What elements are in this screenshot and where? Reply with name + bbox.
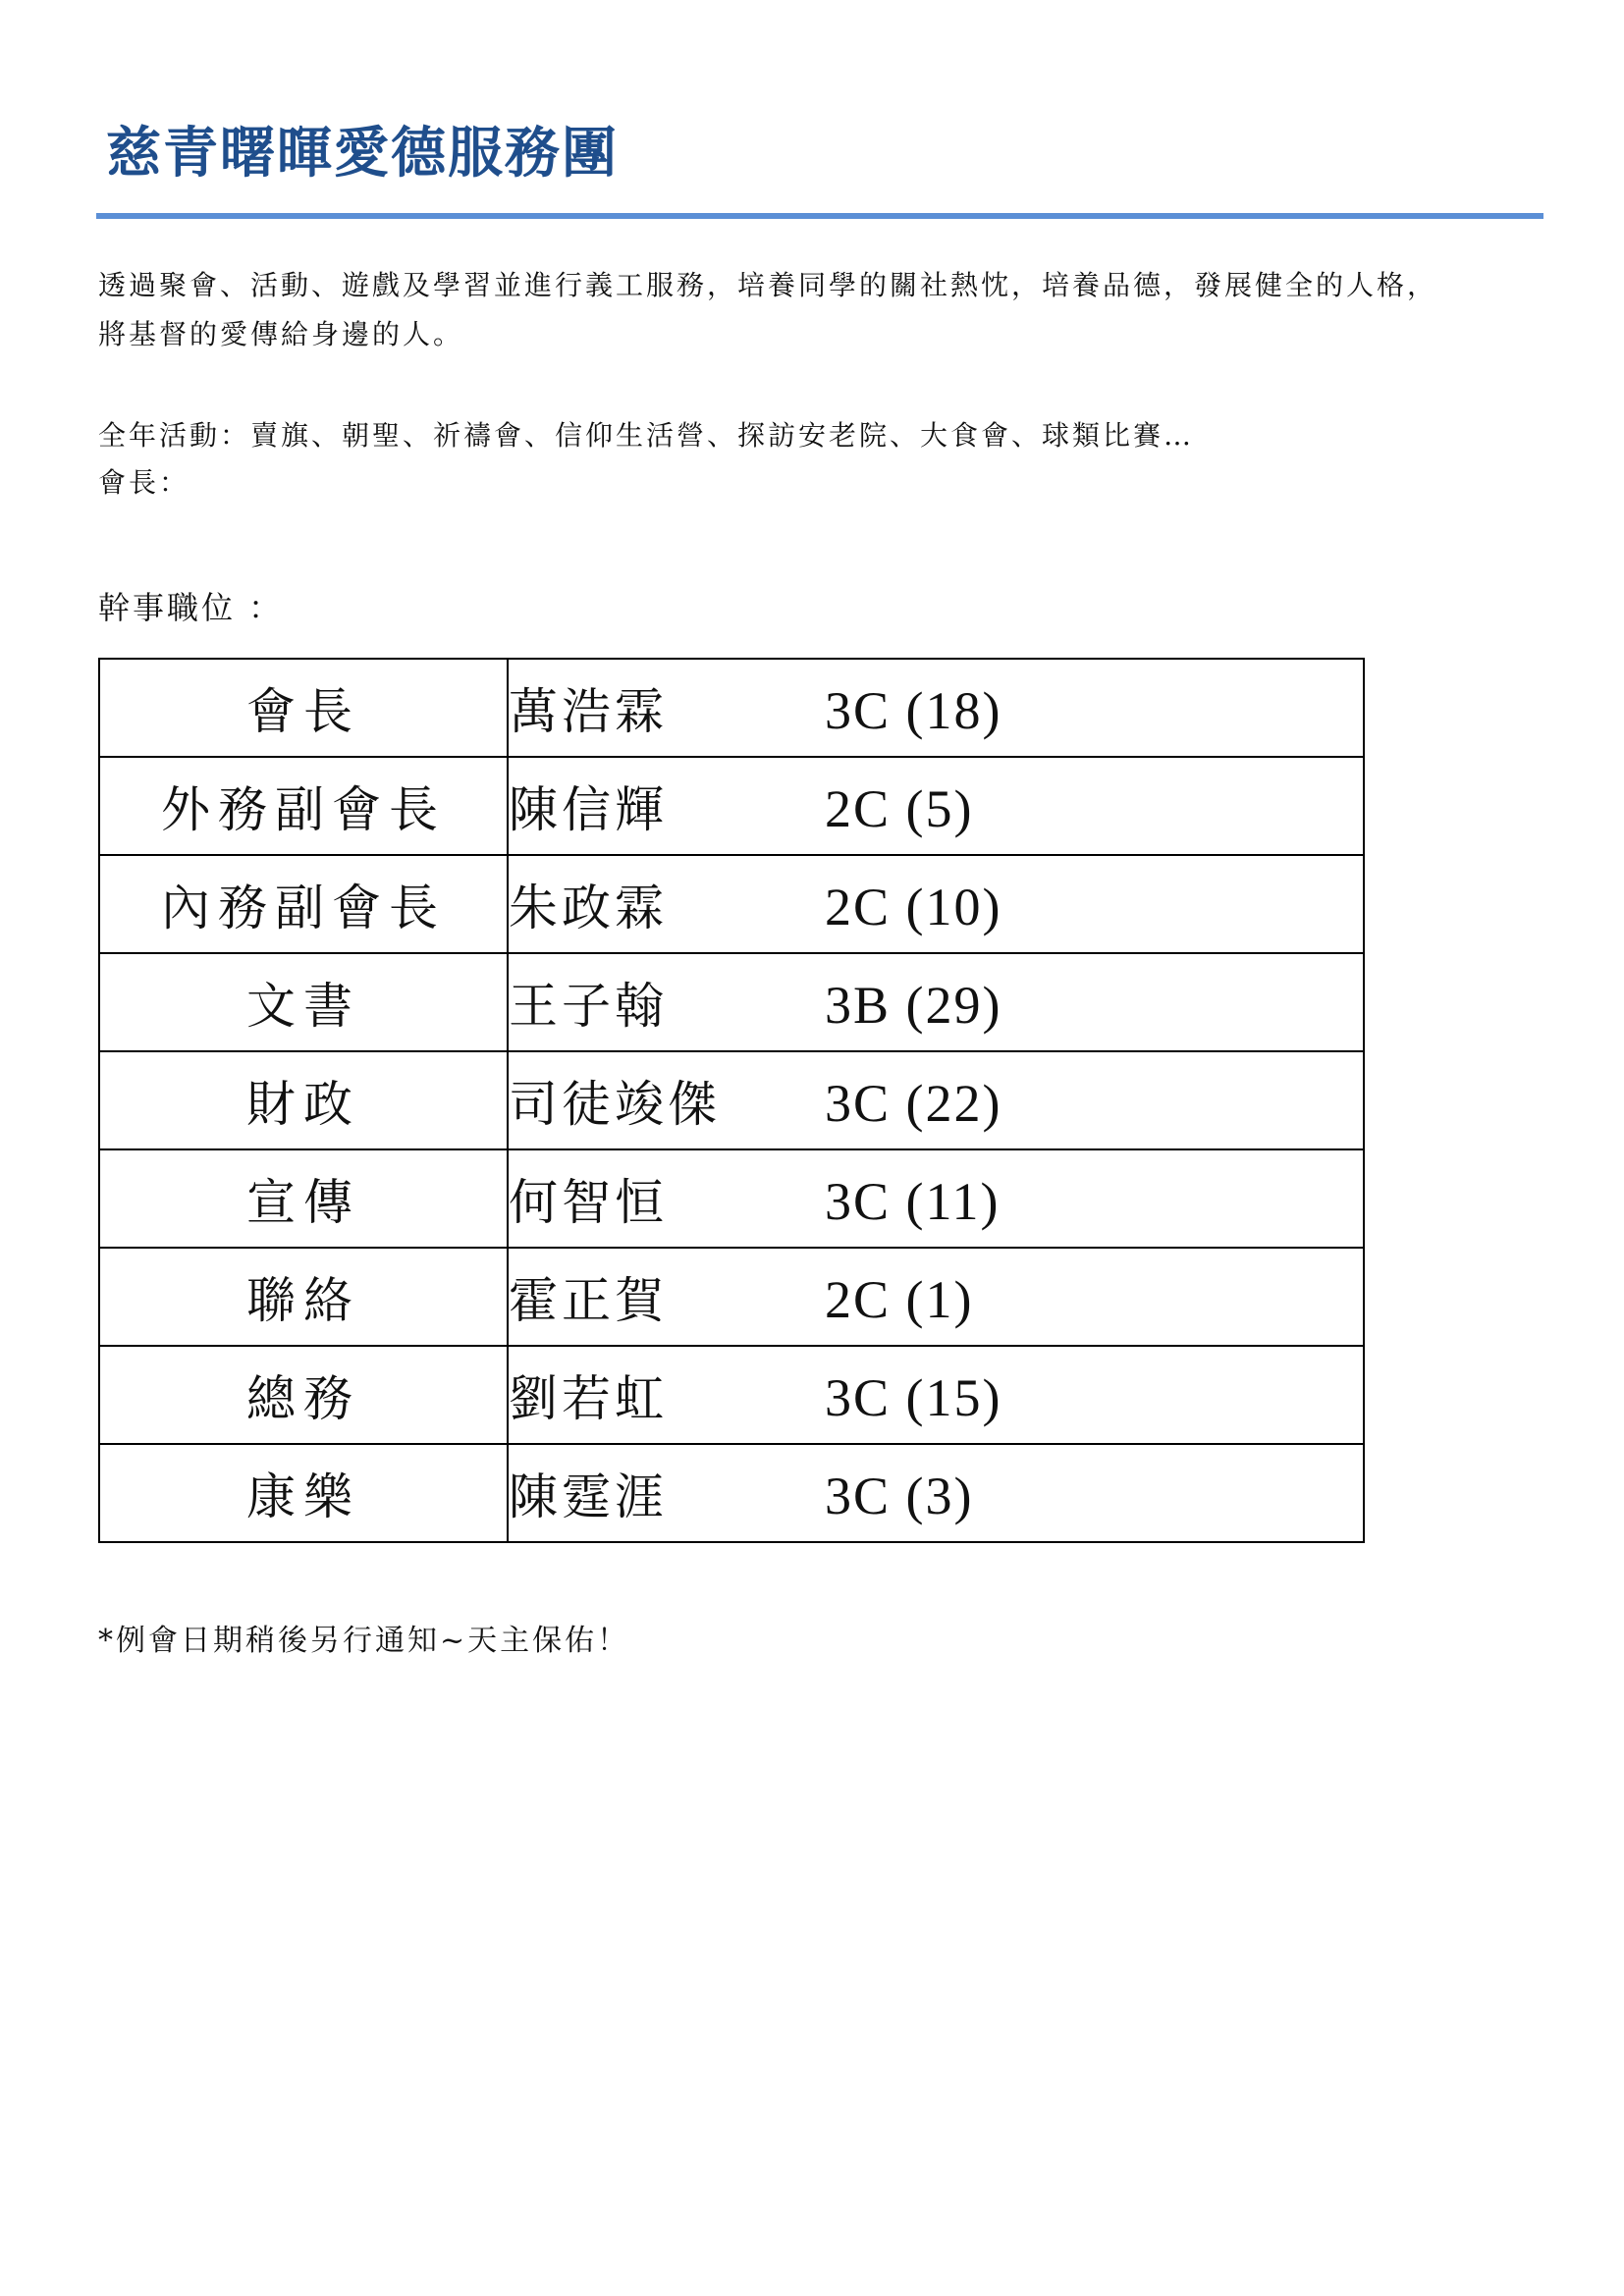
officer-class: 3C (3) (825, 1467, 974, 1525)
officer-role: 宣傳 (99, 1149, 508, 1248)
officer-member-cell (508, 1149, 1364, 1248)
officer-member-cell (508, 1051, 1364, 1149)
officer-name: 王子翰 (509, 978, 668, 1035)
officer-name: 萬浩霖 (509, 683, 668, 740)
officer-role: 外務副會長 (99, 757, 508, 855)
meeting-footnote: *例會日期稍後另行通知~天主保佑！ (98, 1624, 630, 1658)
officer-role: 內務副會長 (99, 855, 508, 953)
officer-class: 3C (15) (825, 1368, 1002, 1427)
officer-role: 總務 (99, 1346, 508, 1444)
officer-role: 聯絡 (99, 1248, 508, 1346)
intro-paragraph (98, 261, 1551, 359)
officer-name: 霍正賀 (509, 1272, 668, 1329)
officer-member-cell (508, 757, 1364, 855)
officer-name: 朱政霖 (509, 880, 668, 936)
table-row (99, 757, 1364, 855)
officer-class: 2C (10) (825, 878, 1002, 936)
intro-line-1: 透過聚會、活動、遊戲及學習並進行義工服務，培養同學的關社熱忱，培養品德，發展健全的人格， (98, 269, 1438, 301)
officer-class: 3C (18) (825, 681, 1002, 740)
title-underline (96, 213, 1543, 219)
officer-name: 司徒竣傑 (509, 1076, 721, 1133)
table-row (99, 855, 1364, 953)
officer-class: 2C (5) (825, 779, 974, 838)
officer-name: 陳霆涯 (509, 1468, 668, 1525)
officer-role: 財政 (99, 1051, 508, 1149)
table-row (99, 659, 1364, 757)
officers-table (98, 658, 1365, 1543)
officer-name: 陳信輝 (509, 781, 668, 838)
officer-class: 2C (1) (825, 1270, 974, 1329)
officer-member-cell (508, 953, 1364, 1051)
intro-line-2: 將基督的愛傳給身邊的人。 (98, 318, 464, 350)
officer-member-cell (508, 659, 1364, 757)
officer-member-cell (508, 1248, 1364, 1346)
table-row (99, 1444, 1364, 1542)
table-row (99, 1149, 1364, 1248)
table-row (99, 1248, 1364, 1346)
officer-role: 康樂 (99, 1444, 508, 1542)
activities-block (98, 412, 1551, 507)
officer-role: 會長 (99, 659, 508, 757)
table-row (99, 953, 1364, 1051)
officer-class: 3C (22) (825, 1074, 1002, 1133)
activities-line: 全年活動：賣旗、朝聖、祈禱會、信仰生活營、探訪安老院、大食會、球類比賽… (98, 419, 1195, 452)
officer-name: 劉若虹 (509, 1370, 668, 1427)
officer-class: 3B (29) (825, 976, 1002, 1035)
officer-class: 3C (11) (825, 1172, 1001, 1231)
president-label: 會長： (98, 466, 190, 499)
page-title: 慈青曙暉愛德服務團 (106, 122, 619, 186)
officer-role: 文書 (99, 953, 508, 1051)
table-row (99, 1051, 1364, 1149)
officers-section-label: 幹事職位 ： (98, 589, 284, 626)
officer-member-cell (508, 1346, 1364, 1444)
officer-name: 何智恒 (509, 1174, 668, 1231)
officer-member-cell (508, 855, 1364, 953)
table-row (99, 1346, 1364, 1444)
officer-member-cell (508, 1444, 1364, 1542)
